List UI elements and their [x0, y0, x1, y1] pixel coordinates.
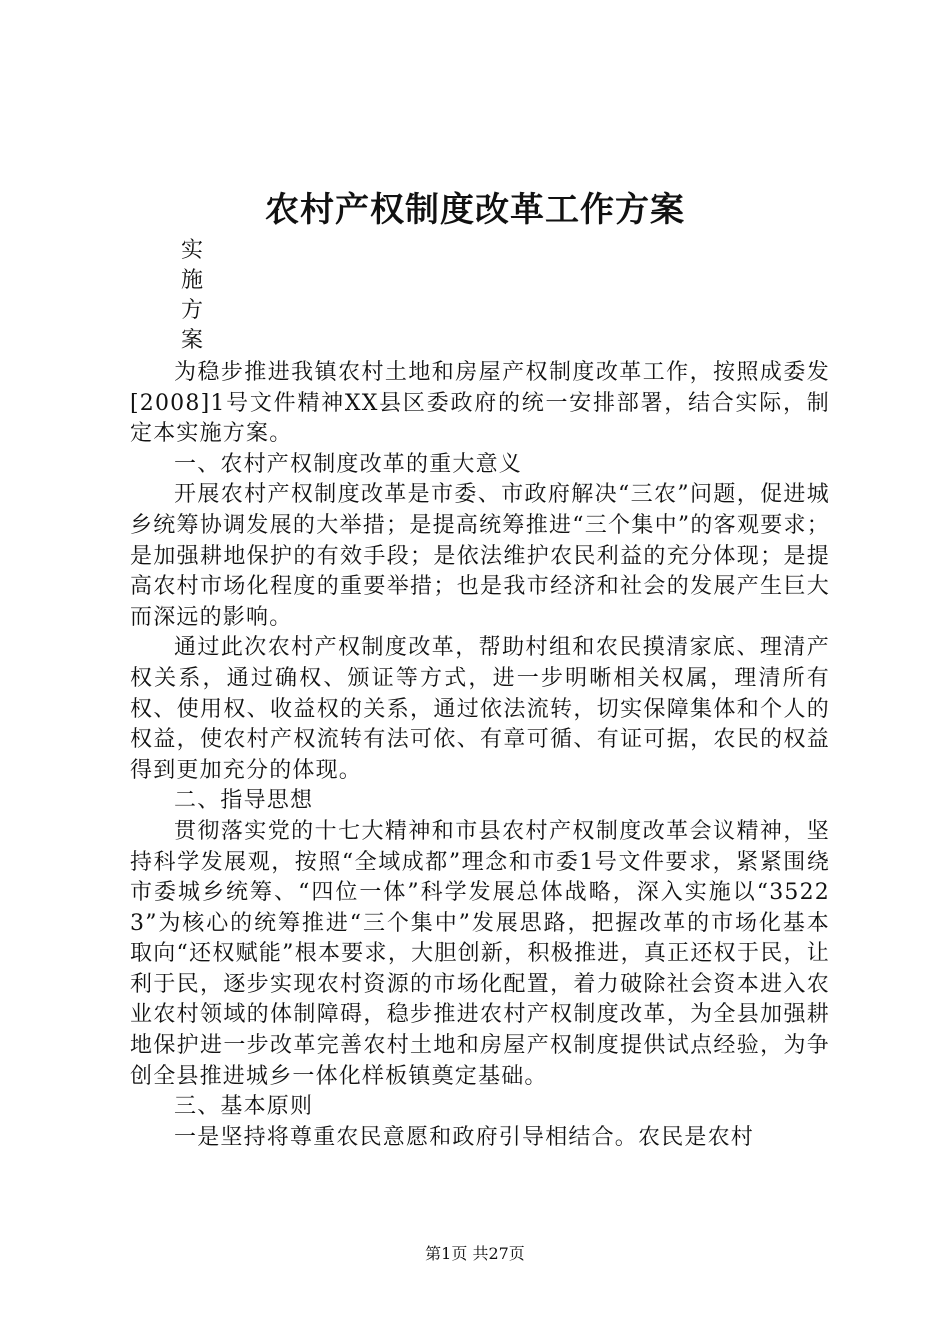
vertical-label-char: 方 — [181, 298, 204, 323]
intro-paragraph: 为稳步推进我镇农村土地和房屋产权制度改革工作，按照成委发[2008]1号文件精神XX县区委政府的统一安排部署，结合实际，制定本实施方案。 — [130, 360, 830, 447]
body-paragraph: 贯彻落实党的十七大精神和市县农村产权制度改革会议精神，坚持科学发展观，按照“全域成都”理念和市委1号文件要求，紧紧围绕市委城乡统筹、“四位一体”科学发展总体战略，深入实施以“35223”为核心的统筹推进“三个集中”发展思路，把握改革的市场化基本取向“还权赋能”根本要求，大胆创新，积极推进，真正还权于民，让利于民，逐步实现农村资源的市场化配置，着力破除社会资本进入农业农村领域的体制障碍，稳步推进农村产权制度改革，为全县加强耕地保护进一步改革完善农村土地和房屋产权制度提供试点经验，为争创全县推进城乡一体化样板镇奠定基础。 — [130, 818, 830, 1089]
document-body — [130, 358, 830, 1153]
page-indicator: 第1页 共27页 — [425, 1244, 525, 1263]
section-heading-3: 三、基本原则 — [174, 1094, 314, 1120]
document-title: 农村产权制度改革工作方案 — [265, 190, 685, 230]
vertical-label-char: 施 — [181, 268, 204, 293]
body-paragraph: 开展农村产权制度改革是市委、市政府解决“三农”问题，促进城乡统筹协调发展的大举措；是提高统筹推进“三个集中”的客观要求；是加强耕地保护的有效手段；是依法维护农民利益的充分体现；是提高农村市场化程度的重要举措；也是我市经济和社会的发展产生巨大而深远的影响。 — [130, 482, 830, 630]
vertical-label — [181, 236, 211, 356]
body-paragraph: 通过此次农村产权制度改革，帮助村组和农民摸清家底、理清产权关系，通过确权、颁证等方式，进一步明晰相关权属，理清所有权、使用权、收益权的关系，通过依法流转，切实保障集体和个人的权益，使农村产权流转有法可依、有章可循、有证可据，农民的权益得到更加充分的体现。 — [130, 635, 830, 783]
vertical-label-char: 实 — [181, 238, 204, 263]
vertical-label-char: 案 — [181, 328, 204, 353]
body-paragraph: 一是坚持将尊重农民意愿和政府引导相结合。农民是农村 — [174, 1124, 755, 1150]
section-heading-1: 一、农村产权制度改革的重大意义 — [174, 451, 523, 477]
section-heading-2: 二、指导思想 — [174, 788, 314, 814]
